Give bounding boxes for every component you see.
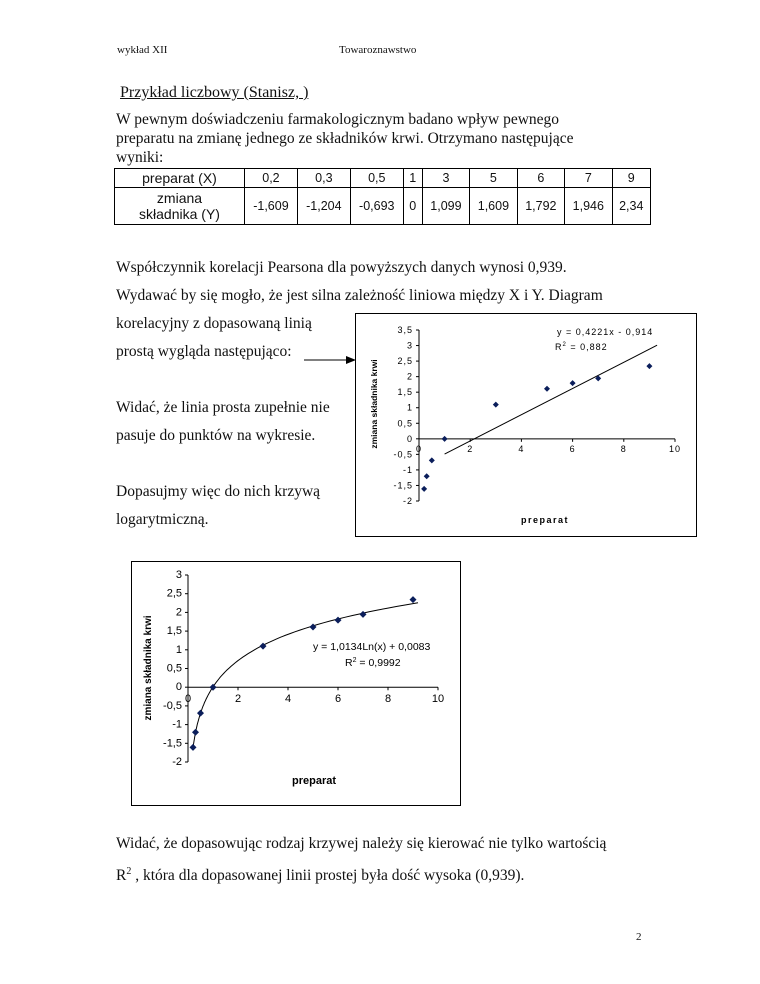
chart2-y-tick-label: 2,5 <box>166 587 182 600</box>
chart1-y-tick-label: -1 <box>402 464 413 475</box>
chart1-data-point <box>442 436 448 442</box>
chart2-y-tick-label: -1 <box>172 718 182 731</box>
table-header-y-line1: zmiana <box>156 190 203 206</box>
chart2-y-tick-label: 1,5 <box>166 625 182 638</box>
para2-line-3: korelacyjny z dopasowaną linią <box>116 315 312 332</box>
log-fit-chart <box>131 561 461 806</box>
table-cell: 0 <box>403 188 422 225</box>
table-cell: 2,34 <box>612 188 650 225</box>
chart2-y-tick-label: 0 <box>175 681 182 694</box>
chart1-x-tick-label: 8 <box>620 443 627 454</box>
chart1-svg <box>356 314 696 536</box>
para2-line-4: prostą wygląda następująco: <box>116 343 292 360</box>
chart1-data-point <box>429 457 435 463</box>
table-header-x: preparat (X) <box>115 169 245 188</box>
para2-line-6: pasuje do punktów na wykresie. <box>116 427 316 444</box>
para2-line-8: logarytmiczną. <box>116 511 209 528</box>
chart2-data-point <box>310 624 317 631</box>
chart1-y-tick-label: -0,5 <box>393 449 413 460</box>
chart2-data-point <box>210 684 217 691</box>
conclusion-rest: , która dla dopasowanej linii prostej była dość wysoka (0,939). <box>131 867 525 885</box>
header-left: wykład XII <box>117 44 168 56</box>
conclusion-line-2 <box>116 862 524 885</box>
chart2-data-point <box>192 729 199 736</box>
chart1-y-tick-label: 0 <box>406 433 413 444</box>
chart1-y-tick-label: -2 <box>402 496 413 506</box>
chart2-data-point <box>190 744 197 751</box>
chart2-data-point <box>197 710 204 717</box>
chart1-y-tick-label: 1,5 <box>397 387 413 398</box>
chart1-x-tick-label: 0 <box>415 443 423 454</box>
chart1-data-point <box>493 402 499 408</box>
table-row-x <box>115 169 651 188</box>
chart2-ylabel: zmiana składnika krwi <box>143 615 154 721</box>
chart2-y-tick-label: 1 <box>175 643 182 656</box>
chart2-x-tick-label: 8 <box>384 693 392 706</box>
table-cell: -1,204 <box>297 188 350 225</box>
chart2-x-tick-label: 2 <box>234 693 242 706</box>
table-cell: 9 <box>612 169 650 188</box>
chart2-x-tick-label: 10 <box>431 693 445 706</box>
chart2-data-point <box>360 611 367 618</box>
chart1-ylabel: zmiana składnika krwi <box>369 359 379 449</box>
table-cell: 0,3 <box>297 169 350 188</box>
table-cell: -1,609 <box>245 188 298 225</box>
chart2-y-tick-label: -0,5 <box>163 699 182 712</box>
table-cell: 1 <box>403 169 422 188</box>
section-title: Przykład liczbowy (Stanisz, ) <box>120 84 309 101</box>
table-cell: -0,693 <box>350 188 403 225</box>
table-cell: 5 <box>470 169 517 188</box>
chart2-r2: $R^2 = 0,9992$ <box>345 657 401 669</box>
table-cell: 7 <box>565 169 612 188</box>
conclusion-line-1: Widać, że dopasowując rodzaj krzywej należy się kierować nie tylko wartością <box>116 835 607 852</box>
chart1-data-point <box>421 486 427 492</box>
chart1-data-point <box>646 363 652 369</box>
chart1-y-tick-label: -1,5 <box>393 480 413 491</box>
table-cell: 0,2 <box>245 169 298 188</box>
table-cell: 6 <box>517 169 564 188</box>
chart1-x-tick-label: 6 <box>569 443 576 454</box>
chart2-x-tick-label: 0 <box>184 693 192 706</box>
chart2-data-point <box>410 596 417 603</box>
chart2-svg <box>132 562 460 805</box>
chart1-x-tick-label: 10 <box>668 443 682 454</box>
chart1-xlabel: preparat <box>520 515 570 525</box>
table-cell: 0,5 <box>350 169 403 188</box>
chart1-x-tick-label: 4 <box>518 443 525 454</box>
chart2-trendline <box>193 603 418 748</box>
intro-line-2: preparatu na zmianę jednego ze składników krwi. Otrzymano następujące <box>116 130 574 147</box>
chart1-y-tick-label: 2,5 <box>397 356 413 367</box>
chart1-y-tick-label: 1 <box>406 402 413 413</box>
chart2-x-tick-label: 4 <box>284 693 292 706</box>
para2-line-1: Współczynnik korelacji Pearsona dla powyższych danych wynosi 0,939. <box>116 259 567 276</box>
conclusion-r: R <box>116 867 127 885</box>
table-row-y <box>115 188 651 225</box>
chart1-data-point <box>570 380 576 386</box>
chart2-x-tick-label: 6 <box>334 693 342 706</box>
intro-line-3: wyniki: <box>116 149 164 166</box>
chart2-y-tick-label: 2 <box>175 606 182 619</box>
chart2-xlabel: preparat <box>291 775 337 787</box>
chart2-y-tick-label: -2 <box>172 756 182 768</box>
data-table <box>114 168 651 225</box>
chart1-data-point <box>544 386 550 392</box>
para2-line-5: Widać, że linia prosta zupełnie nie <box>116 399 330 416</box>
conclusion-exp: 2 <box>126 866 132 877</box>
table-cell: 1,792 <box>517 188 564 225</box>
chart1-r2: $R^2 = 0,882$ <box>555 342 608 352</box>
chart1-y-tick-label: 3,5 <box>397 325 413 335</box>
chart1-trendline <box>445 345 657 454</box>
page-number: 2 <box>636 931 642 943</box>
chart1-data-point <box>424 473 430 479</box>
para2-line-7: Dopasujmy więc do nich krzywą <box>116 483 321 500</box>
table-cell: 1,946 <box>565 188 612 225</box>
chart1-y-tick-label: 0,5 <box>397 418 413 429</box>
chart1-y-tick-label: 2 <box>406 371 413 382</box>
chart1-equation: y = 0,4221x - 0,914 <box>557 327 654 337</box>
chart2-data-point <box>335 617 342 624</box>
table-cell: 1,099 <box>422 188 469 225</box>
table-cell: 3 <box>422 169 469 188</box>
para2-line-2: Wydawać by się mogło, że jest silna zależność liniowa między X i Y. Diagram <box>116 287 603 304</box>
table-header-y-line2: składnika (Y) <box>139 206 220 222</box>
chart2-y-tick-label: 3 <box>175 569 182 581</box>
table-cell: 1,609 <box>470 188 517 225</box>
linear-fit-chart <box>355 313 697 537</box>
chart2-y-tick-label: -1,5 <box>163 737 182 750</box>
chart1-x-tick-label: 2 <box>467 443 474 454</box>
chart1-y-tick-label: 3 <box>406 340 413 351</box>
arrow-icon <box>300 350 360 370</box>
header-center: Towaroznawstwo <box>339 44 417 56</box>
chart2-equation: y = 1,0134Ln(x) + 0,0083 <box>313 641 431 653</box>
table-header-y <box>115 188 245 225</box>
intro-line-1: W pewnym doświadczeniu farmakologicznym badano wpływ pewnego <box>116 111 560 128</box>
chart2-y-tick-label: 0,5 <box>166 662 182 675</box>
